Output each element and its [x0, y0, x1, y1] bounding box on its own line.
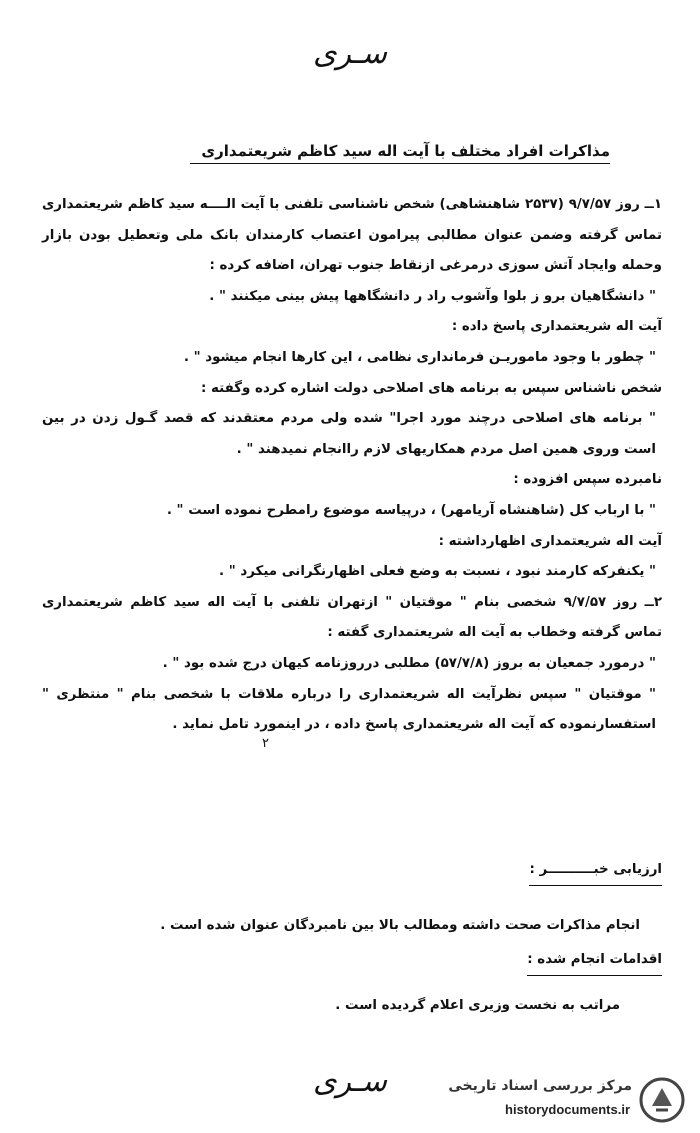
quote-6: " درمورد جمعیان به بروز (۵۷/۷/۸) مطلبی درروزنامه کیهان درج شده بود " . — [162, 655, 656, 671]
evaluation-text: انجام مذاکرات صحت داشته ومطالب بالا بین نامبردگان عنوان شده است . — [160, 918, 640, 933]
evaluation-heading — [42, 852, 662, 886]
paragraph-4: نامبرده سپس افزوده : — [513, 472, 662, 488]
paragraph-1: ۱ــ روز ۹/۷/۵۷ (۲۵۳۷ شاهنشاهی) شخص ناشناسی تلفنی با آیت الــــه سید کاظم شریعتمداری تماس گرفته وضمن عنوان مطالبی پیرامون اعتصاب کارمندان بانک ملی وتعطیل بودن بازار وحمله وایجاد آتش سوزی درمرغی ازنقاط جنوب تهران، اضافه کرده : — [42, 197, 662, 274]
quote-1: " دانشگاهیان برو ز بلوا وآشوب راد ر دانشگاهها پیش بینی میکنند " . — [209, 288, 656, 304]
document-title: مذاکرات افراد مختلف با آیت اله سید کاظم شریعتمداری — [190, 142, 610, 164]
classification-bottom: سـری — [313, 1064, 387, 1099]
classification-top: سـری — [313, 36, 387, 71]
quote-2: " چطور با وجود ماموریـن فرمانداری نظامی ، این کارها انجام میشود " . — [183, 349, 656, 365]
page-number: ۲ — [262, 736, 269, 751]
paragraph-5: آیت اله شریعتمداری اظهارداشته : — [438, 533, 662, 549]
paragraph-3: شخص ناشناس سپس به برنامه های اصلاحی دولت اشاره کرده وگفته : — [201, 380, 662, 396]
paragraph-6: ۲ــ روز ۹/۷/۵۷ شخصی بنام " موقتیان " ازتهران تلفنی با آیت اله سید کاظم شریعتمداری تماس گرفته وخطاب به آیت اله شریعتمداری گفته : — [42, 594, 662, 641]
action-text: مراتب به نخست وزیری اعلام گردیده است . — [335, 998, 620, 1013]
watermark-url: historydocuments.ir — [505, 1102, 630, 1117]
paragraph-2: آیت اله شریعتمداری پاسخ داده : — [451, 319, 662, 335]
quote-7: " موقتیان " سپس نظرآیت اله شریعتمداری را درباره ملاقات با شخصی بنام " منتظری " استفسارنموده که آیت اله شریعتمداری پاسخ داده ، در اینمورد تامل نماید . — [42, 686, 656, 733]
quote-4: " با ارباب کل (شاهنشاه آریامهر) ، درپیاسه موضوع رامطرح نموده است " . — [166, 502, 656, 518]
quote-3: " برنامه های اصلاحی درچند مورد اجرا" شده ولی مردم معتقدند که قصد گـول زدن در بین است وروی همین اصل مردم همکاریهای لازم راانجام نمیدهند " . — [42, 411, 656, 457]
archive-watermark — [448, 1072, 692, 1128]
action-heading-label: اقدامات انجام شده : — [527, 946, 662, 976]
evaluation-heading-label: ارزیابی خبــــــــــر : — [529, 856, 662, 886]
action-heading — [42, 942, 662, 976]
quote-5: " یکنفرکه کارمند نبود ، نسبت به وضع فعلی اظهارنگرانی میکرد " . — [218, 564, 656, 580]
watermark-org-name: مرکز بررسی اسناد تاریخی — [448, 1078, 632, 1094]
archive-logo-icon — [638, 1076, 686, 1124]
document-body — [42, 190, 662, 741]
